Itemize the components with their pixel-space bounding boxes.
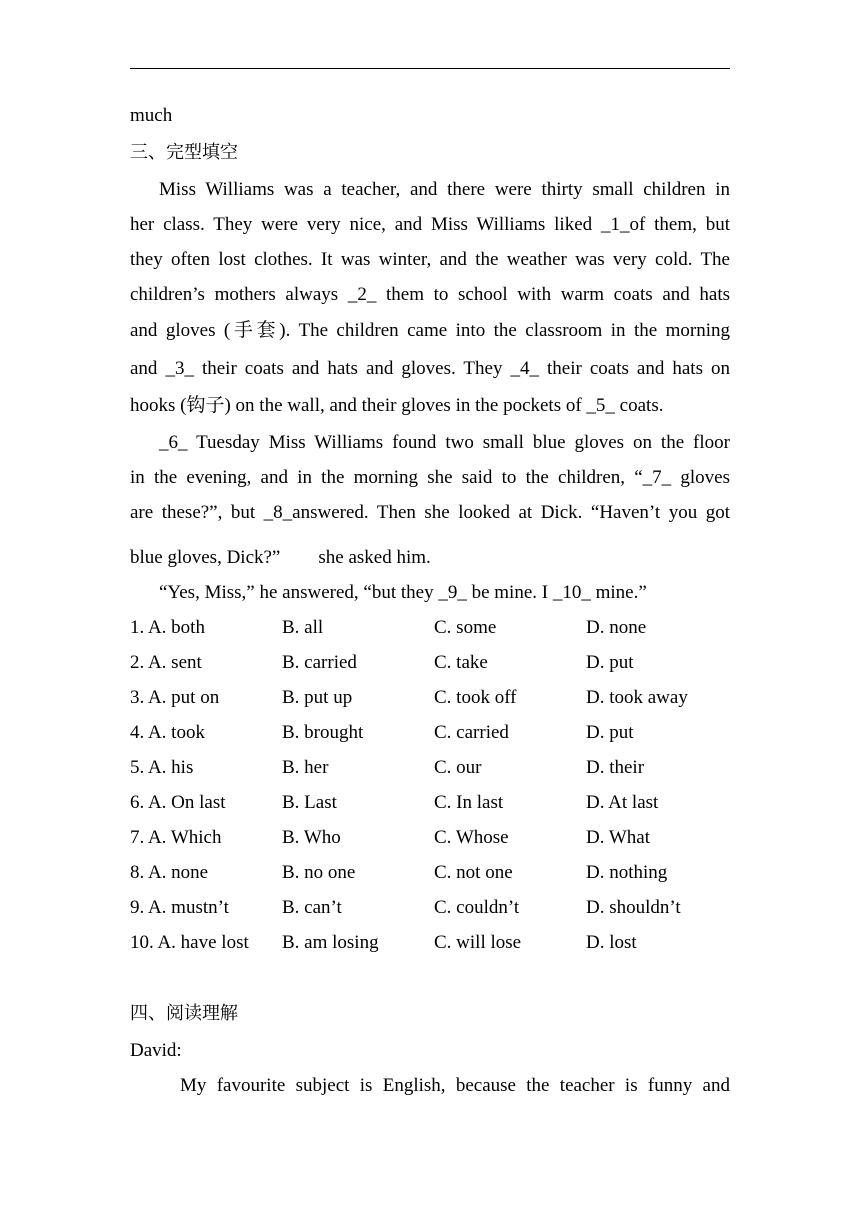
passage-line-6: and _3_ their coats and hats and gloves. They _4_ their coats and hats on <box>130 358 730 379</box>
section4-heading: 四、阅读理解 <box>130 1003 238 1024</box>
q4-option-b: B. brought <box>282 722 364 743</box>
question-row-8 <box>130 860 730 886</box>
q3-option-b: B. put up <box>282 687 353 708</box>
question-row-6 <box>130 790 730 816</box>
q4-option-d: D. put <box>586 722 634 743</box>
passage-line-4: children’s mothers always _2_ them to school with warm coats and hats <box>130 284 730 305</box>
q2-option-a: 2. A. sent <box>130 652 202 673</box>
q8-option-c: C. not one <box>434 862 513 883</box>
passage-line-10: are these?”, but _8_answered. Then she looked at Dick. “Haven’t you got <box>130 502 730 523</box>
q4-option-a: 4. A. took <box>130 722 205 743</box>
q7-option-d: D. What <box>586 827 651 848</box>
q9-option-d: D. shouldn’t <box>586 897 681 918</box>
q5-option-b: B. her <box>282 757 329 778</box>
q6-option-a: 6. A. On last <box>130 792 226 813</box>
q10-option-c: C. will lose <box>434 932 522 953</box>
q1-option-b: B. all <box>282 617 324 638</box>
question-row-3 <box>130 685 730 711</box>
section3-heading: 三、完型填空 <box>130 142 238 163</box>
q3-option-a: 3. A. put on <box>130 687 220 708</box>
top-fragment-text: much <box>130 105 173 126</box>
q5-option-c: C. our <box>434 757 482 778</box>
passage-line-8: _6_ Tuesday Miss Williams found two small blue gloves on the floor <box>159 432 730 453</box>
q6-option-d: D. At last <box>586 792 659 813</box>
q8-option-b: B. no one <box>282 862 356 883</box>
passage-line-11: blue gloves, Dick?” she asked him. <box>130 547 431 568</box>
question-row-5 <box>130 755 730 781</box>
q1-option-c: C. some <box>434 617 497 638</box>
question-row-1 <box>130 615 730 641</box>
q6-option-c: C. In last <box>434 792 504 813</box>
header-rule <box>130 68 730 69</box>
question-row-7 <box>130 825 730 851</box>
q8-option-d: D. nothing <box>586 862 668 883</box>
q2-option-d: D. put <box>586 652 634 673</box>
question-row-10 <box>130 930 730 956</box>
passage-line-12: “Yes, Miss,” he answered, “but they _9_ be mine. I _10_ mine.” <box>159 582 647 603</box>
q2-option-c: C. take <box>434 652 488 673</box>
passage-line-2: her class. They were very nice, and Miss Williams liked _1_of them, but <box>130 214 730 235</box>
q7-option-a: 7. A. Which <box>130 827 222 848</box>
passage-line-7: hooks (钩子) on the wall, and their gloves in the pockets of _5_ coats. <box>130 395 664 416</box>
q7-option-b: B. Who <box>282 827 341 848</box>
q10-option-a: 10. A. have lost <box>130 932 249 953</box>
q3-option-c: C. took off <box>434 687 517 708</box>
q5-option-a: 5. A. his <box>130 757 194 778</box>
passage-line-3: they often lost clothes. It was winter, and the weather was very cold. The <box>130 249 730 270</box>
q9-option-b: B. can’t <box>282 897 342 918</box>
section4-first-line: My favourite subject is English, because the teacher is funny and <box>180 1075 730 1096</box>
q10-option-d: D. lost <box>586 932 637 953</box>
q5-option-d: D. their <box>586 757 645 778</box>
document-page <box>130 0 730 1216</box>
question-row-2 <box>130 650 730 676</box>
q10-option-b: B. am losing <box>282 932 379 953</box>
passage-line-9: in the evening, and in the morning she said to the children, “_7_ gloves <box>130 467 730 488</box>
passage-line-1: Miss Williams was a teacher, and there were thirty small children in <box>159 179 730 200</box>
section4-speaker: David: <box>130 1040 182 1061</box>
q8-option-a: 8. A. none <box>130 862 209 883</box>
passage-line-5: and gloves (手套). The children came into the classroom in the morning <box>130 320 730 341</box>
q2-option-b: B. carried <box>282 652 357 673</box>
q9-option-a: 9. A. mustn’t <box>130 897 229 918</box>
question-row-9 <box>130 895 730 921</box>
q3-option-d: D. took away <box>586 687 688 708</box>
q1-option-a: 1. A. both <box>130 617 205 638</box>
q1-option-d: D. none <box>586 617 647 638</box>
question-row-4 <box>130 720 730 746</box>
q7-option-c: C. Whose <box>434 827 509 848</box>
q6-option-b: B. Last <box>282 792 337 813</box>
q9-option-c: C. couldn’t <box>434 897 520 918</box>
q4-option-c: C. carried <box>434 722 509 743</box>
